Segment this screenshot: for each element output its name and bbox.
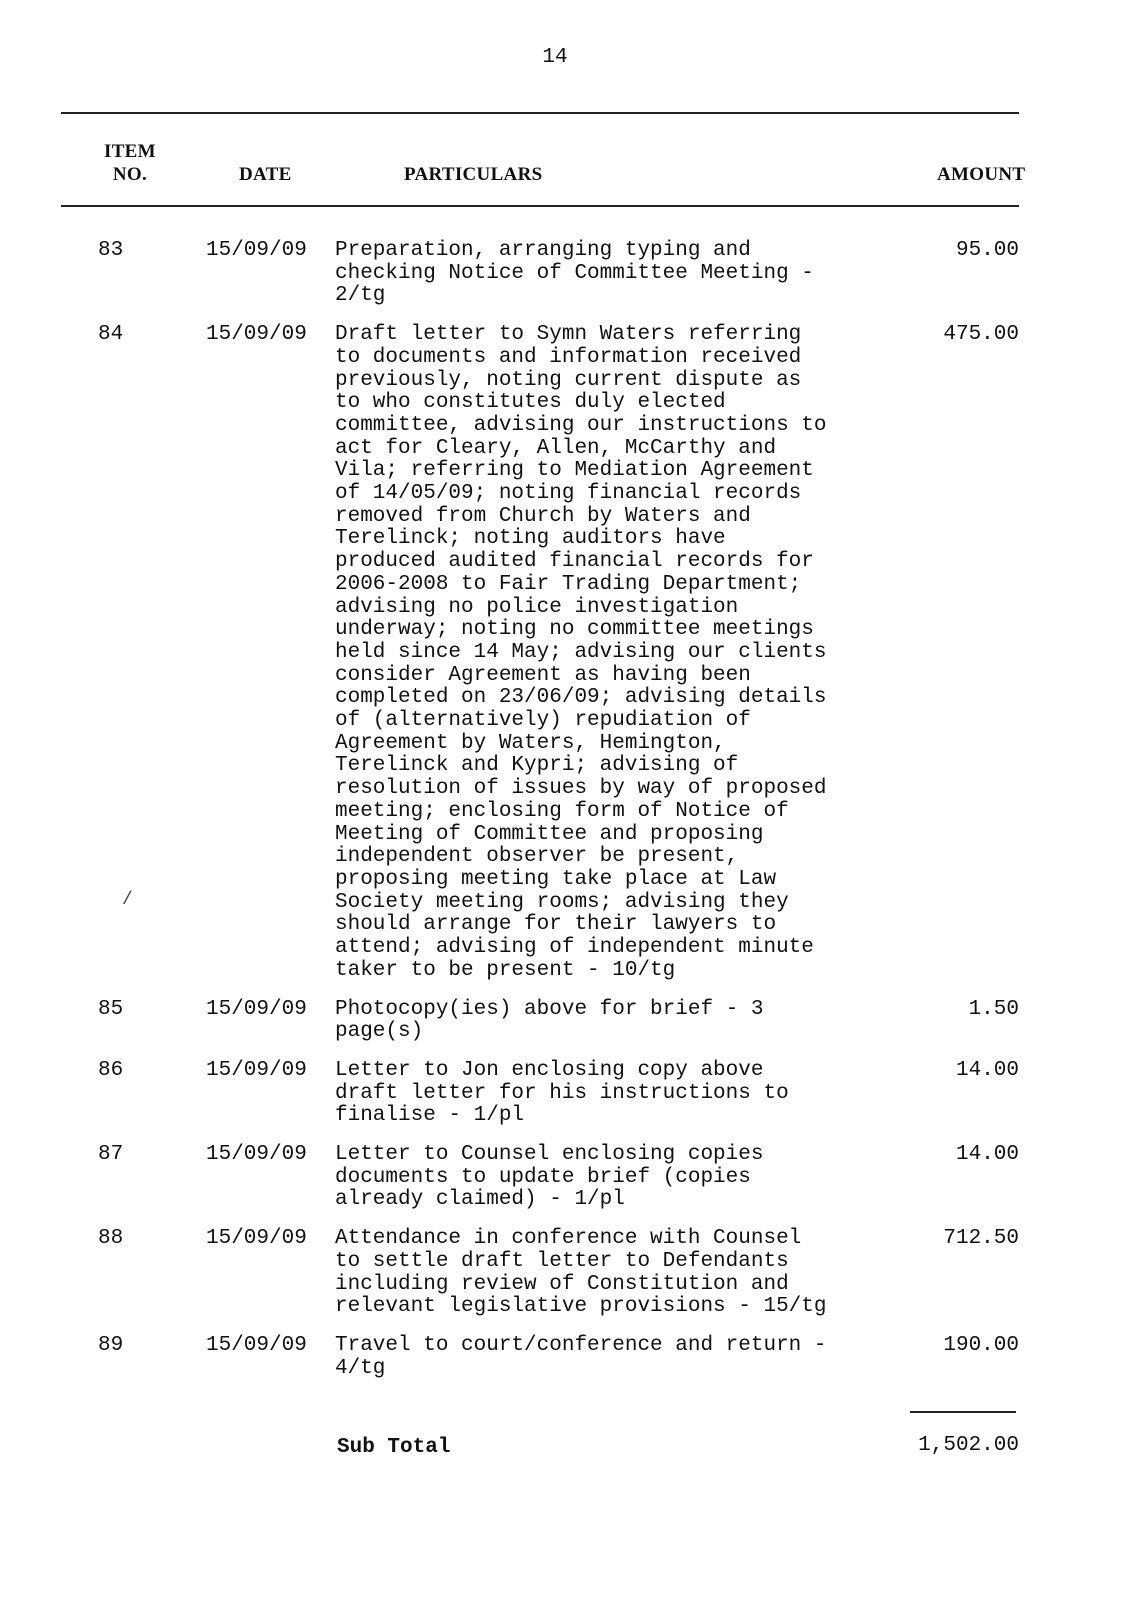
- item-amount: 712.50: [943, 1227, 1019, 1251]
- item-amount: 475.00: [943, 323, 1019, 347]
- margin-check-mark: /: [122, 890, 133, 910]
- subtotal-value: 1,502.00: [918, 1434, 1019, 1457]
- item-date: 15/09/09: [206, 997, 307, 1021]
- item-number: 86: [98, 1058, 124, 1082]
- line-item-89: [0, 1335, 1130, 1380]
- item-date: 15/09/09: [206, 1333, 307, 1357]
- item-number: 89: [98, 1333, 124, 1357]
- item-number: 87: [98, 1143, 124, 1167]
- column-header-item-line1: ITEM: [104, 141, 156, 162]
- line-item-84: [0, 324, 1130, 982]
- line-item-83: [0, 240, 1130, 308]
- item-amount: 14.00: [955, 1058, 1019, 1082]
- item-date: 15/09/09: [206, 239, 307, 262]
- item-amount: 1.50: [968, 997, 1019, 1021]
- subtotal-rule: [910, 1411, 1016, 1413]
- item-number: 88: [98, 1227, 124, 1251]
- item-date: 15/09/09: [206, 323, 307, 347]
- subtotal-label: Sub Total: [337, 1436, 451, 1459]
- line-items: [0, 240, 1130, 1396]
- item-amount: 14.00: [955, 1143, 1019, 1167]
- item-particulars: Draft letter to Symn Waters referring to documents and information received previously, noting current dispute as to who constitutes duly elected committee, advising our instructions to act for Cleary, Allen, McCarthy and Vila; referring to Mediation Agreement of 14/05/09; noting financial records removed from Church by Waters and Terelinck; noting auditors have produced audited financial records for 2006-2008 to Fair Trading Department; advising no police investigation underway; noting no committee meetings held since 14 May; advising our clients consider Agreement as having been completed on 23/06/09; advising details of (alternatively) repudiation of Agreement by Waters, Hemington, Terelinck and Kypri; advising of resolution of issues by way of proposed meeting; enclosing form of Notice of Meeting of Committee and proposing independent observer be present, proposing meeting take place at Law Society meeting rooms; advising they should arrange for their lawyers to attend; advising of independent minute taker to be present - 10/tg: [335, 323, 827, 982]
- header-bottom-rule: [61, 205, 1019, 207]
- item-amount: 95.00: [955, 239, 1019, 262]
- page-number: 14: [542, 46, 568, 69]
- item-particulars: Letter to Jon enclosing copy above draft letter for his instructions to finalise - 1/pl: [335, 1058, 789, 1128]
- item-particulars: Travel to court/conference and return - 4/tg: [335, 1333, 827, 1380]
- column-header-item-no: [104, 140, 156, 186]
- line-item-87: [0, 1144, 1130, 1212]
- line-item-86: [0, 1060, 1130, 1128]
- item-number: 83: [98, 239, 124, 262]
- item-particulars: Preparation, arranging typing and checking Notice of Committee Meeting - 2/tg: [335, 239, 814, 308]
- item-amount: 190.00: [943, 1333, 1019, 1357]
- item-number: 84: [98, 323, 124, 347]
- header-top-rule: [61, 112, 1019, 114]
- column-header-amount: AMOUNT: [937, 164, 1026, 185]
- item-particulars: Letter to Counsel enclosing copies documents to update brief (copies already claimed) - 1/pl: [335, 1143, 764, 1212]
- item-particulars: Photocopy(ies) above for brief - 3 page(s): [335, 997, 764, 1044]
- column-header-item-line2: NO.: [112, 164, 148, 185]
- item-particulars: Attendance in conference with Counsel to settle draft letter to Defendants including review of Constitution and relevant legislative provisions - 15/tg: [335, 1227, 827, 1319]
- line-item-88: [0, 1228, 1130, 1319]
- column-header-date: DATE: [239, 164, 292, 185]
- item-date: 15/09/09: [206, 1143, 307, 1167]
- item-number: 85: [98, 997, 124, 1021]
- column-header-particulars: PARTICULARS: [404, 164, 543, 185]
- item-date: 15/09/09: [206, 1227, 307, 1251]
- line-item-85: [0, 999, 1130, 1044]
- item-date: 15/09/09: [206, 1058, 307, 1082]
